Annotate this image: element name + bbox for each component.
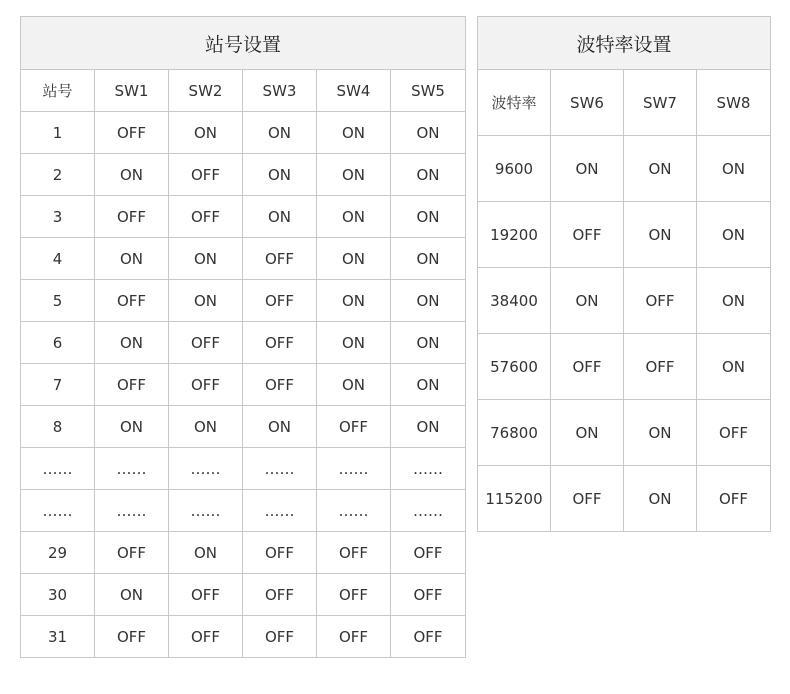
- baud-table-cell: OFF: [551, 334, 624, 400]
- baud-table-cell: ON: [624, 136, 697, 202]
- baud-table-cell: OFF: [624, 268, 697, 334]
- station-setting-table: [20, 16, 466, 658]
- station-table-cell: ON: [169, 238, 243, 280]
- baud-table-header-row: [478, 70, 771, 136]
- station-table-cell: ON: [95, 154, 169, 196]
- station-table-cell: ON: [95, 406, 169, 448]
- station-table-cell: OFF: [95, 364, 169, 406]
- station-table-row: [21, 490, 466, 532]
- station-table-cell: ……: [95, 490, 169, 532]
- baud-table-cell: OFF: [697, 466, 771, 532]
- station-table-title: 站号设置: [21, 17, 466, 70]
- station-table-cell: 6: [21, 322, 95, 364]
- baud-table-cell: OFF: [551, 202, 624, 268]
- station-table-header-row: [21, 70, 466, 112]
- station-table-cell: 4: [21, 238, 95, 280]
- station-table-cell: OFF: [95, 112, 169, 154]
- baud-table-cell: ON: [697, 136, 771, 202]
- station-table-cell: OFF: [243, 280, 317, 322]
- baud-table-cell: 57600: [478, 334, 551, 400]
- baud-table-cell: ON: [551, 136, 624, 202]
- station-table-cell: OFF: [243, 364, 317, 406]
- station-table-cell: OFF: [169, 322, 243, 364]
- station-table-cell: OFF: [317, 616, 391, 658]
- baud-table-cell: 76800: [478, 400, 551, 466]
- station-table-cell: ON: [243, 406, 317, 448]
- baud-table-header-cell: SW8: [697, 70, 771, 136]
- station-table-cell: OFF: [391, 574, 466, 616]
- station-table-cell: ON: [391, 406, 466, 448]
- station-table-cell: OFF: [243, 616, 317, 658]
- station-table-cell: 29: [21, 532, 95, 574]
- station-table-row: [21, 238, 466, 280]
- station-table-row: [21, 112, 466, 154]
- station-table-row: [21, 616, 466, 658]
- baud-table-row: [478, 466, 771, 532]
- station-table-cell: ON: [317, 364, 391, 406]
- station-table-cell: ON: [169, 280, 243, 322]
- station-table-cell: ……: [317, 490, 391, 532]
- baud-table-header-cell: SW6: [551, 70, 624, 136]
- baud-rate-setting-table: [477, 16, 771, 532]
- baud-table-cell: 115200: [478, 466, 551, 532]
- station-table-cell: OFF: [169, 574, 243, 616]
- station-table-cell: 8: [21, 406, 95, 448]
- station-table-row: [21, 406, 466, 448]
- baud-table-cell: ON: [697, 334, 771, 400]
- station-table-cell: 5: [21, 280, 95, 322]
- station-table-row: [21, 364, 466, 406]
- station-table-cell: OFF: [169, 196, 243, 238]
- station-table-cell: ON: [391, 322, 466, 364]
- baud-table-cell: ON: [551, 400, 624, 466]
- station-table-cell: OFF: [243, 532, 317, 574]
- baud-table-row: [478, 202, 771, 268]
- station-table-cell: 2: [21, 154, 95, 196]
- station-table-cell: OFF: [169, 154, 243, 196]
- station-table-cell: ……: [243, 490, 317, 532]
- baud-table-cell: ON: [697, 202, 771, 268]
- baud-table-row: [478, 334, 771, 400]
- baud-table-header-cell: SW7: [624, 70, 697, 136]
- station-table-cell: OFF: [95, 532, 169, 574]
- station-table-cell: ON: [243, 112, 317, 154]
- station-table-cell: OFF: [243, 574, 317, 616]
- station-table-header-cell: SW3: [243, 70, 317, 112]
- baud-table-cell: 38400: [478, 268, 551, 334]
- station-table-cell: ON: [391, 196, 466, 238]
- station-table-cell: ON: [317, 112, 391, 154]
- station-table-cell: OFF: [391, 616, 466, 658]
- baud-table-cell: ON: [697, 268, 771, 334]
- station-table-cell: 1: [21, 112, 95, 154]
- station-table-cell: ……: [317, 448, 391, 490]
- station-table-cell: OFF: [95, 616, 169, 658]
- station-table-row: [21, 196, 466, 238]
- baud-table-cell: ON: [551, 268, 624, 334]
- baud-table-row: [478, 400, 771, 466]
- baud-table-cell: OFF: [624, 334, 697, 400]
- station-table-cell: ON: [169, 532, 243, 574]
- baud-table-cell: 9600: [478, 136, 551, 202]
- baud-table-cell: ON: [624, 466, 697, 532]
- station-table-header-cell: 站号: [21, 70, 95, 112]
- station-table-cell: ……: [391, 448, 466, 490]
- station-table-cell: OFF: [391, 532, 466, 574]
- baud-table-cell: ON: [624, 202, 697, 268]
- station-table-header-cell: SW4: [317, 70, 391, 112]
- station-table-row: [21, 532, 466, 574]
- baud-table-row: [478, 268, 771, 334]
- station-table-row: [21, 574, 466, 616]
- station-table-body: [21, 112, 466, 658]
- station-table-row: [21, 154, 466, 196]
- station-table-cell: ON: [243, 196, 317, 238]
- station-table-cell: OFF: [317, 532, 391, 574]
- station-table-cell: ON: [169, 112, 243, 154]
- station-table-header-cell: SW5: [391, 70, 466, 112]
- station-table-cell: ON: [317, 154, 391, 196]
- station-table-cell: ON: [95, 574, 169, 616]
- station-table-row: [21, 448, 466, 490]
- station-table-cell: ON: [391, 364, 466, 406]
- station-table-cell: ……: [21, 448, 95, 490]
- station-table-cell: 3: [21, 196, 95, 238]
- station-table-cell: 31: [21, 616, 95, 658]
- station-table-cell: OFF: [95, 196, 169, 238]
- station-table-cell: ON: [391, 238, 466, 280]
- baud-table-header-cell: 波特率: [478, 70, 551, 136]
- baud-table-cell: OFF: [551, 466, 624, 532]
- station-table-row: [21, 322, 466, 364]
- baud-table-cell: 19200: [478, 202, 551, 268]
- baud-table-cell: OFF: [697, 400, 771, 466]
- station-table-cell: ON: [317, 238, 391, 280]
- station-table-cell: ON: [317, 322, 391, 364]
- station-table-cell: 7: [21, 364, 95, 406]
- station-table-cell: OFF: [243, 322, 317, 364]
- station-table-cell: ……: [169, 448, 243, 490]
- station-table-cell: OFF: [169, 616, 243, 658]
- station-table-cell: OFF: [95, 280, 169, 322]
- station-table-row: [21, 280, 466, 322]
- station-table-cell: ON: [243, 154, 317, 196]
- baud-table-row: [478, 136, 771, 202]
- station-table-cell: OFF: [169, 364, 243, 406]
- station-table-cell: ……: [21, 490, 95, 532]
- station-table-cell: ON: [95, 322, 169, 364]
- station-table-cell: ON: [317, 196, 391, 238]
- station-table-cell: OFF: [317, 406, 391, 448]
- station-table-cell: OFF: [317, 574, 391, 616]
- station-table-cell: ON: [317, 280, 391, 322]
- baud-table-cell: ON: [624, 400, 697, 466]
- station-table-cell: ……: [169, 490, 243, 532]
- baud-table-body: [478, 136, 771, 532]
- station-table-cell: ……: [95, 448, 169, 490]
- baud-table-title: 波特率设置: [478, 17, 771, 70]
- station-table-cell: ……: [391, 490, 466, 532]
- station-table-header-cell: SW2: [169, 70, 243, 112]
- station-table-cell: OFF: [243, 238, 317, 280]
- station-table-cell: ON: [95, 238, 169, 280]
- station-table-cell: ……: [243, 448, 317, 490]
- station-table-cell: ON: [391, 280, 466, 322]
- station-table-cell: ON: [391, 154, 466, 196]
- station-table-cell: ON: [169, 406, 243, 448]
- station-table-header-cell: SW1: [95, 70, 169, 112]
- station-table-cell: ON: [391, 112, 466, 154]
- station-table-cell: 30: [21, 574, 95, 616]
